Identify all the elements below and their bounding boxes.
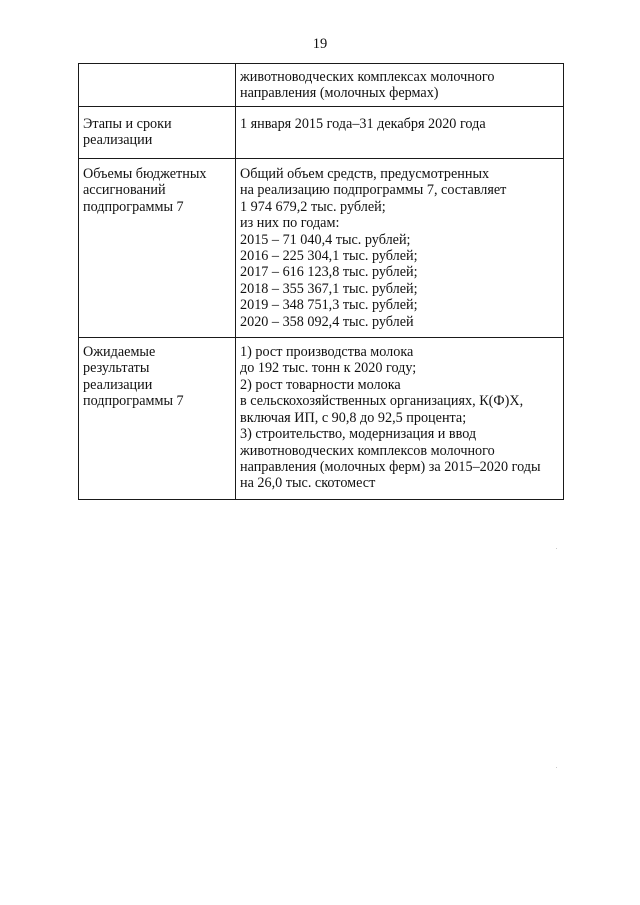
table-row-budget-allocations <box>79 159 564 338</box>
label-line: Этапы и сроки <box>83 116 172 132</box>
value-line: 2017 – 616 123,8 тыс. рублей; <box>240 264 418 281</box>
row-value-cell <box>236 159 564 338</box>
value-line: 2018 – 355 367,1 тыс. рублей; <box>240 280 418 297</box>
value-line: 2) рост товарности молока <box>240 376 401 393</box>
value-line: до 192 тыс. тонн к 2020 году; <box>240 360 417 377</box>
label-line: подпрограммы 7 <box>83 393 184 410</box>
row-value-cell <box>236 338 564 500</box>
page-number: 19 <box>312 36 328 52</box>
row-label-cell <box>79 338 236 500</box>
value-line: 3) строительство, модернизация и ввод <box>240 426 477 443</box>
value-line: направления (молочных ферм) за 2015–2020 годы <box>240 458 541 475</box>
row-label-cell <box>79 107 236 159</box>
scan-speck <box>556 548 557 549</box>
value-line: направления (молочных фермах) <box>240 85 439 102</box>
label-line: подпрограммы 7 <box>83 198 184 215</box>
value-line: на реализацию подпрограммы 7, составляет <box>240 182 507 199</box>
value-line: животноводческих комплексов молочного <box>240 442 495 459</box>
value-line: из них по годам: <box>240 215 340 232</box>
row-label-cell <box>79 159 236 338</box>
value-line: животноводческих комплексах молочного <box>240 69 495 85</box>
value-line: 2019 – 348 751,3 тыс. рублей; <box>240 297 418 314</box>
row-label-cell <box>79 64 236 107</box>
scan-speck <box>556 767 557 768</box>
value-line: 1) рост производства молока <box>240 344 414 361</box>
label-line: результаты <box>83 360 150 377</box>
value-line: 1 974 679,2 тыс. рублей; <box>240 198 386 215</box>
value-line: 2016 – 225 304,1 тыс. рублей; <box>240 248 418 265</box>
label-line: реализации <box>83 132 153 149</box>
subprogram-passport-table <box>78 63 564 500</box>
value-line: 2020 – 358 092,4 тыс. рублей <box>240 313 414 330</box>
table-row-target-continuation <box>79 64 564 107</box>
value-line: 2015 – 71 040,4 тыс. рублей; <box>240 231 411 248</box>
label-line: Ожидаемые <box>83 344 156 361</box>
label-line: Объемы бюджетных <box>83 166 207 182</box>
value-line: на 26,0 тыс. скотомест <box>240 475 376 492</box>
value-line: Общий объем средств, предусмотренных <box>240 166 490 182</box>
label-line: реализации <box>83 376 153 393</box>
label-line: ассигнований <box>83 182 166 199</box>
row-value-cell <box>236 107 564 159</box>
value-line: 1 января 2015 года–31 декабря 2020 года <box>240 116 486 132</box>
value-line: в сельскохозяйственных организациях, К(Ф)Х, <box>240 393 524 410</box>
value-line: включая ИП, с 90,8 до 92,5 процента; <box>240 409 467 426</box>
table-row-stages-and-terms <box>79 107 564 159</box>
row-value-cell <box>236 64 564 107</box>
table-row-expected-results <box>79 338 564 500</box>
